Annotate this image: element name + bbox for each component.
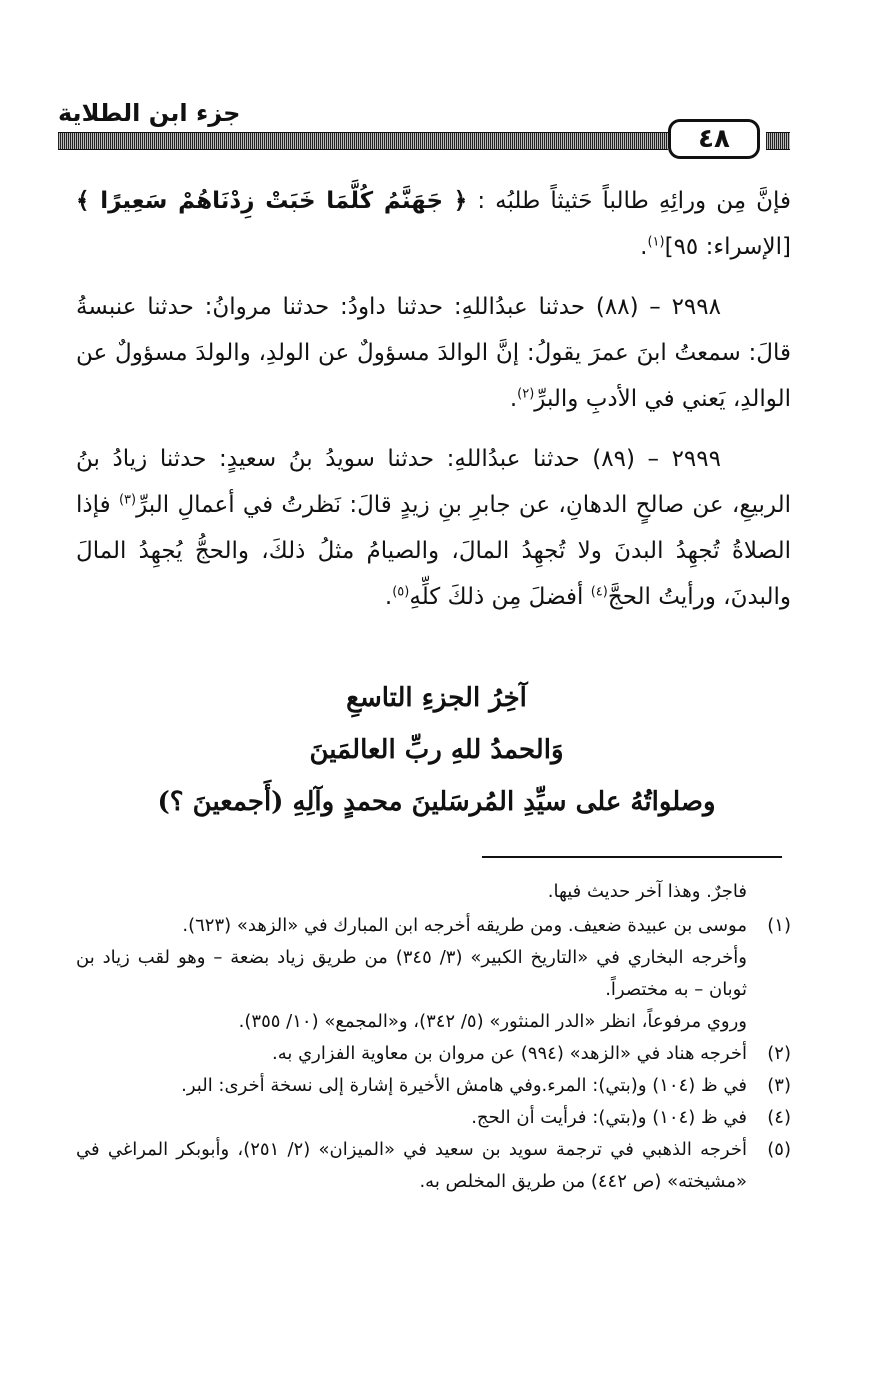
footnote-ref-5: (٥) [392,584,410,600]
colophon-line-2: وَالحمدُ للهِ ربِّ العالمَينَ [309,735,564,765]
footnote-ref-4: (٤) [590,584,608,600]
footnote-4 [76,1102,791,1134]
footnote-3-mark: (٣) [767,1075,791,1096]
hadith-2999-text-b: فإذا الصلاةُ تُجهِدُ البدنَ ولا تُجهِدُ المالَ، والصيامُ مثلُ ذلكَ، والحجُّ يُجهِدُ المالَ والبدنَ، ورأيتُ الحجَّ [76,492,791,610]
colophon [0,672,873,828]
footnote-5 [76,1134,791,1198]
footnote-ref-2: (٢) [517,386,535,402]
footnote-1-text-b: وأخرجه البخاري في «التاريخ الكبير» (٣/ ٣٤٥) من طريق زياد بضعة – وهو لقب زياد بن ثوبان – به مختصراً. [76,947,747,1000]
hadith-2999: ٢٩٩٩ – (٨٩) حدثنا عبدُاللهِ: حدثنا سويدُ بنُ سعيدٍ: حدثنا زيادُ بنُ الربيعِ، عن صالحٍ الدهانِ، عن جابرِ بنِ زيدٍ قالَ: نَظرتُ في أعمالِ البرِّ$^{(٣)}$ فإذا الصلاةُ تُجهِدُ البدنَ ولا تُجهِدُ المالَ، والصيامُ مثلُ ذلكَ، والحجُّ يُجهِدُ المالَ والبدنَ، ورأيتُ الحجَّ$^{(٤)}$ أفضلَ مِن ذلكَ كلِّهِ$^{(٥)}$. [76,446,792,610]
footnotes [76,876,791,1198]
footnote-3 [76,1070,791,1102]
footnote-2 [76,1038,791,1070]
footnote-1-mark: (١) [767,915,791,936]
paragraph-quran: فإنَّ مِن ورائِهِ طالباً حَثيثاً طلبُه : ﴿ جَهَنَّمُ كُلَّمَا خَبَتْ زِدْنَاهُمْ سَعِيرًا ﴾ [الإسراء: ٩٥]$^{(١)}$. [76,188,792,260]
footnote-2-mark: (٢) [767,1043,791,1064]
footnote-3-text: في ظ (١٠٤) و(بتي): المرء.وفي هامش الأخيرة إشارة إلى نسخة أخرى: البر. [181,1075,747,1096]
colophon-line-1: آخِرُ الجزءِ التاسعِ [346,683,527,713]
footnote-5-mark: (٥) [767,1139,791,1160]
footnote-4-mark: (٤) [767,1107,791,1128]
quran-verse: ﴿ جَهَنَّمُ كُلَّمَا خَبَتْ زِدْنَاهُمْ سَعِيرًا ﴾ [76,188,468,214]
footnote-separator [482,856,782,858]
footnote-ref-3: (٣) [118,492,137,508]
footnote-5-text: أخرجه الذهبي في ترجمة سويد بن سعيد في «الميزان» (٢/ ٢٥١)، وأبوبكر المراغي في «مشيخته» (ص ٤٤٢) من طريق المخلص به. [76,1139,747,1192]
quran-reference: [الإسراء: ٩٥] [664,234,791,260]
footnote-1-text-a: موسى بن عبيدة ضعيف. ومن طريقه أخرجه ابن المبارك في «الزهد» (٦٢٣). [182,915,747,936]
page-number: ٤٨ [668,119,760,159]
hadith-2999-text-c: أفضلَ مِن ذلكَ كلِّهِ [409,584,584,610]
header-rule-end [766,132,790,150]
header-rule [58,132,668,150]
footnote-2-text: أخرجه هناد في «الزهد» (٩٩٤) عن مروان بن معاوية الفزاري به. [271,1043,747,1064]
hadith-2999-text-a: ٢٩٩٩ – (٨٩) حدثنا عبدُاللهِ: حدثنا سويدُ بنُ سعيدٍ: حدثنا زيادُ بنُ الربيعِ، عن صالحٍ الدهانِ، عن جابرِ بنِ زيدٍ قالَ: نَظرتُ في أعمالِ البرِّ [76,446,792,518]
footnote-continuation: فاجرٌ. وهذا آخر حديث فيها. [547,881,747,902]
footnote-4-text: في ظ (١٠٤) و(بتي): فرأيت أن الحج. [471,1107,747,1128]
colophon-line-3: وصلواتُهُ على سيِّدِ المُرسَلينَ محمدٍ وآلِهِ (أَجمعينَ ؟) [157,787,716,817]
footnote-1-text-c: وروي مرفوعاً، انظر «الدر المنثور» (٥/ ٣٤٢)، و«المجمع» (١٠/ ٣٥٥). [238,1011,747,1032]
footnote-ref-1: (١) [647,234,665,250]
hadith-2998-text: ٢٩٩٨ – (٨٨) حدثنا عبدُاللهِ: حدثنا داودُ: حدثنا مروانُ: حدثنا عنبسةُ قالَ: سمعتُ ابنَ عمرَ يقولُ: إنَّ الوالدَ مسؤولٌ عن الولدِ، والولدَ مسؤولٌ عن الوالدِ، يَعني في الأدبِ والبرِّ [76,294,791,412]
main-text [76,178,791,620]
hadith-2998: ٢٩٩٨ – (٨٨) حدثنا عبدُاللهِ: حدثنا داودُ: حدثنا مروانُ: حدثنا عنبسةُ قالَ: سمعتُ ابنَ عمرَ يقولُ: إنَّ الوالدَ مسؤولٌ عن الولدِ، والولدَ مسؤولٌ عن الوالدِ، يَعني في الأدبِ والبرِّ$^{(٢)}$. [76,294,791,412]
quran-intro: فإنَّ مِن ورائِهِ طالباً حَثيثاً طلبُه : [477,188,792,214]
running-title: جزء ابن الطلاية [58,99,241,127]
footnote-1 [76,910,791,942]
